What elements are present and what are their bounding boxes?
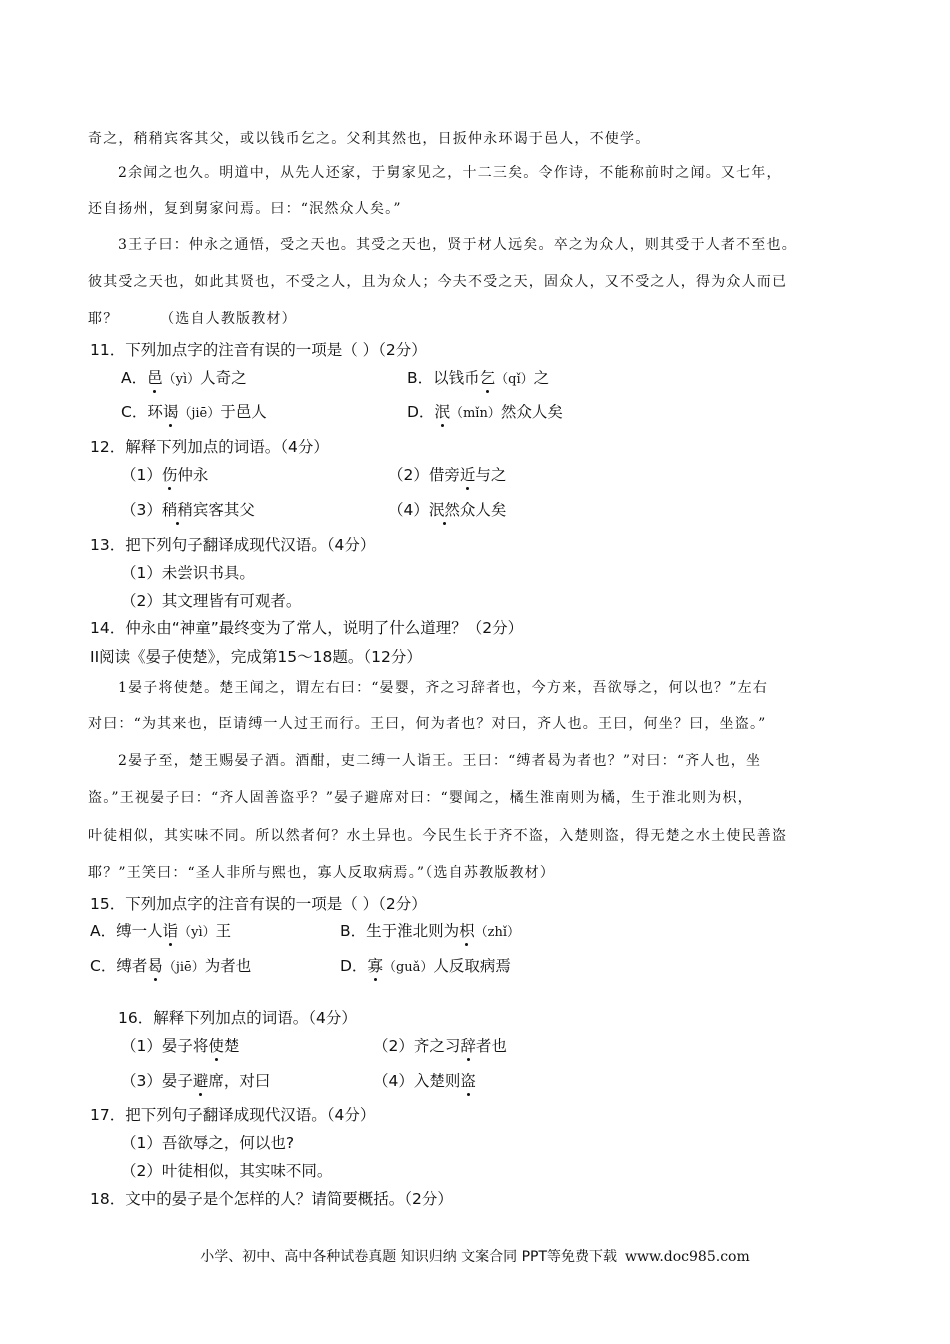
dotted-char: 使: [208, 1037, 224, 1055]
pinyin: （guǎ）: [382, 960, 434, 975]
passage2-paragraph1-line1: 1晏子将使楚。楚王闻之，谓左右曰：“晏婴，齐之习辞者也，今方来，吾欲辱之，何以也？”左右: [118, 680, 769, 696]
dotted-char: 诣: [162, 922, 179, 940]
footer-url[interactable]: www.doc985.com: [625, 1249, 750, 1265]
option-label: C．环: [121, 403, 163, 421]
pinyin: （mǐn）: [449, 406, 501, 421]
option-text: 然众人矣: [500, 403, 563, 421]
dotted-char: 谒: [162, 403, 179, 421]
passage2-paragraph2-line3: 叶徒相似，其实味不同。所以然者何？水土异也。今民生长于齐不盗，入楚则盗，得无楚之水土使民善盗: [88, 828, 788, 844]
question-11-option-b[interactable]: [407, 368, 549, 390]
section-2-title: II阅读《晏子使楚》，完成第15～18题。（12分）: [90, 648, 422, 666]
question-13-stem: 13．把下列句子翻译成现代汉语。（4分）: [90, 536, 376, 554]
question-12-item-1: （1）伤仲永: [121, 466, 209, 484]
dotted-char: 盗: [460, 1072, 476, 1090]
dotted-char: 邑: [147, 369, 163, 387]
passage1-ending: 耶？: [88, 311, 119, 327]
question-11-option-d[interactable]: [407, 402, 563, 424]
question-11-option-a[interactable]: [121, 368, 247, 390]
passage1-paragraph3-line1: 3王子曰：仲永之通悟，受之天也。其受之天也，贤于材人远矣。卒之为众人，则其受于人者不至也。: [118, 237, 797, 253]
question-16-stem: 16．解释下列加点的词语。（4分）: [118, 1009, 357, 1027]
dotted-char: 稍稍: [161, 501, 193, 519]
dotted-char: 泯: [434, 403, 450, 421]
question-16-item-1: （1）晏子将使楚: [121, 1037, 240, 1055]
passage2-paragraph2-line2: 盗。”王视晏子曰：“齐人固善盗乎？”晏子避席对曰：“婴闻之，橘生淮南则为橘，生于淮北则为枳，: [88, 790, 753, 806]
dotted-char: 辞: [460, 1037, 476, 1055]
dotted-char: 寡: [367, 957, 383, 975]
question-18-stem: 18．文中的晏子是个怎样的人？请简要概括。（2分）: [90, 1190, 453, 1208]
option-label: B．以钱币: [407, 369, 480, 387]
pinyin: （jiē）: [162, 960, 205, 975]
dotted-char: 泯然: [428, 501, 460, 519]
question-13-sentence-1: （1）未尝识书具。: [121, 564, 255, 582]
passage1-line: 奇之，稍稍宾客其父，或以钱币乞之。父利其然也，日扳仲永环谒于邑人，不使学。: [88, 131, 651, 147]
passage1-source: （选自人教版教材）: [160, 311, 297, 327]
option-text: 人奇之: [200, 369, 247, 387]
pinyin: （qǐ）: [495, 372, 534, 387]
question-13-sentence-2: （2）其文理皆有可观者。: [121, 592, 302, 610]
dotted-char: 曷: [147, 957, 163, 975]
pinyin: （yì）: [178, 925, 216, 940]
question-15-option-b[interactable]: B．生于淮北则为枳（zhǐ）: [340, 922, 521, 940]
question-11-stem: 11．下列加点字的注音有误的一项是（ ）（2分）: [90, 341, 427, 359]
pinyin: （yì）: [162, 372, 201, 387]
question-12-item-2: （2）借旁近与之: [388, 466, 507, 484]
pinyin: （zhǐ）: [474, 925, 521, 940]
page-footer: [0, 1246, 950, 1266]
dotted-char: 乞: [479, 369, 496, 387]
question-16-item-2: （2）齐之习辞者也: [373, 1037, 507, 1055]
question-15-option-d[interactable]: D．寡（guǎ）人反取病焉: [340, 957, 511, 975]
question-12-item-3: （3）稍稍宾客其父: [121, 501, 255, 519]
question-17-stem: 17．把下列句子翻译成现代汉语。（4分）: [90, 1106, 376, 1124]
passage1-paragraph3-line3: [88, 309, 297, 329]
question-16-item-4: （4）入楚则盗: [373, 1072, 476, 1090]
question-15-option-c[interactable]: C．缚者曷（jiē）为者也: [90, 957, 252, 975]
question-11-option-c[interactable]: [121, 402, 267, 424]
option-text: 于邑人: [220, 403, 267, 421]
passage2-paragraph2-line4: 耶？”王笑曰：“圣人非所与熙也，寡人反取病焉。”（选自苏教版教材）: [88, 865, 556, 881]
dotted-char: 枳: [459, 922, 475, 940]
passage2-paragraph2-line1: 2晏子至，楚王赐晏子酒。酒酣，吏二缚一人诣王。王曰：“缚者曷为者也？”对曰：“齐人也，坐: [118, 753, 762, 769]
question-12-stem: 12．解释下列加点的词语。（4分）: [90, 438, 329, 456]
dotted-char: 避: [192, 1072, 209, 1090]
footer-text: 小学、初中、高中各种试卷真题 知识归纳 文案合同 PPT等免费下载: [200, 1249, 618, 1265]
passage1-paragraph2-line2: 还自扬州，复到舅家问焉。曰：“泯然众人矣。”: [88, 201, 402, 217]
question-16-item-3: （3）晏子避席，对曰: [121, 1072, 271, 1090]
dotted-char: 伤: [161, 466, 178, 484]
option-label: D．: [407, 403, 435, 421]
passage1-paragraph2-line1: 2余闻之也久。明道中，从先人还家，于舅家见之，十二三矣。令作诗，不能称前时之闻。又七年，: [118, 165, 782, 181]
question-15-option-a[interactable]: A．缚一人诣（yì）王: [90, 922, 232, 940]
question-17-sentence-2: （2）叶徒相似，其实味不同。: [121, 1162, 333, 1180]
dotted-char: 近: [459, 466, 476, 484]
pinyin: （jiē）: [178, 406, 221, 421]
question-14-stem: 14．仲永由“神童”最终变为了常人，说明了什么道理？（2分）: [90, 619, 524, 637]
question-15-stem: 15．下列加点字的注音有误的一项是（ ）（2分）: [90, 895, 427, 913]
question-17-sentence-1: （1）吾欲辱之，何以也?: [121, 1134, 295, 1152]
option-label: A．: [121, 369, 148, 387]
passage2-paragraph1-line2: 对曰：“为其来也，臣请缚一人过王而行。王曰，何为者也？对曰，齐人也。王曰，何坐？曰，坐盗。”: [88, 716, 767, 732]
passage1-paragraph3-line2: 彼其受之天也，如此其贤也，不受之人，且为众人；今夫不受之天，固众人，又不受之人，得为众人而已: [88, 274, 788, 290]
option-text: 之: [533, 369, 550, 387]
question-12-item-4: （4）泯然众人矣: [388, 501, 507, 519]
